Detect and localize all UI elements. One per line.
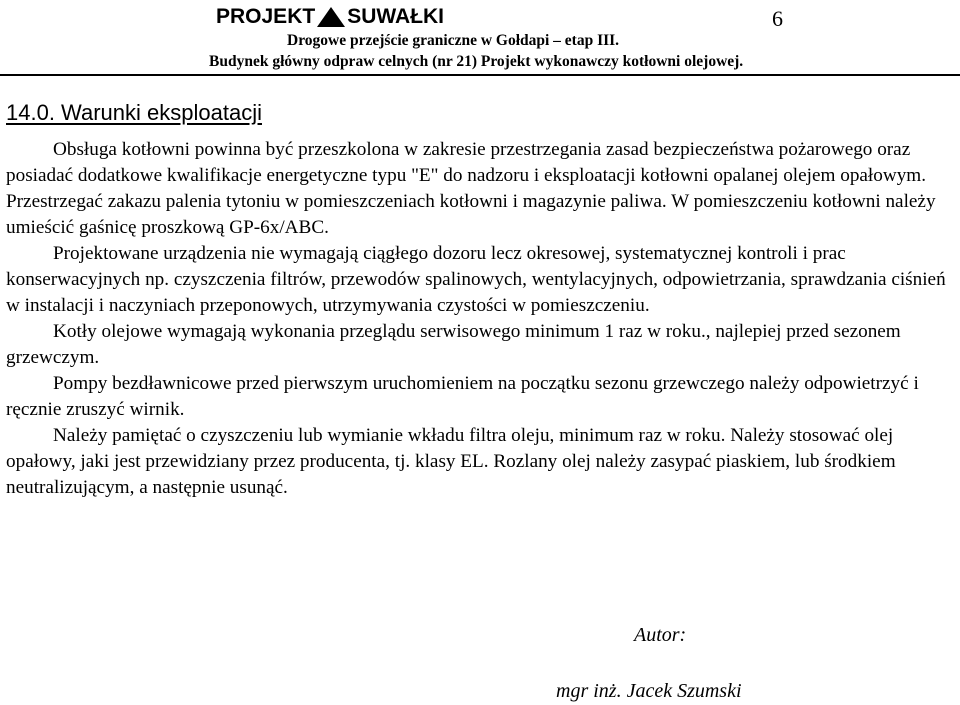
paragraph: Obsługa kotłowni powinna być przeszkolona w zakresie przestrzegania zasad bezpieczeństwa pożarowego oraz posiadać dodatkowe kwalifikacje energetyczne typu "E" do nadzoru i eksploatacji kotłowni opalanej olejem opałowym. Przestrzegać zakazu palenia tytoniu w pomieszczeniach kotłowni i magazynie paliwa. W pomieszczeniu kotłowni należy umieścić gaśnicę proszkową GP-6x/ABC.: [6, 139, 936, 238]
logo-text-right: SUWAŁKI: [347, 5, 445, 28]
author-label: Autor:: [634, 624, 687, 646]
logo-triangle-icon: [317, 7, 345, 27]
page-number: 6: [772, 6, 783, 31]
logo-text-left: PROJEKT: [216, 5, 316, 28]
paragraph: Projektowane urządzenia nie wymagają ciągłego dozoru lecz okresowej, systematycznej kontroli i prac konserwacyjnych np. czyszczenia filtrów, przewodów spalinowych, wentylacyjnych, odpowietrzania, sprawdzania ciśnień w instalacji i naczyniach przeponowych, utrzymywania czystości w pomieszczeniu.: [6, 243, 946, 316]
page-header: [0, 0, 960, 76]
header-project-title: Drogowe przejście graniczne w Gołdapi – etap III.: [287, 32, 620, 49]
header-project-subtitle: Budynek główny odpraw celnych (nr 21) Projekt wykonawczy kotłowni olejowej.: [209, 53, 744, 70]
paragraph: Kotły olejowe wymagają wykonania przeglądu serwisowego minimum 1 raz w roku., najlepiej przed sezonem grzewczym.: [6, 321, 901, 368]
author-name: mgr inż. Jacek Szumski: [556, 680, 742, 702]
paragraph: Pompy bezdławnicowe przed pierwszym uruchomieniem na początku sezonu grzewczego należy odpowietrzyć i ręcznie zruszyć wirnik.: [6, 373, 919, 420]
document-body: [6, 137, 956, 501]
section-title: 14.0. Warunki eksploatacji: [6, 100, 262, 125]
paragraph: Należy pamiętać o czyszczeniu lub wymianie wkładu filtra oleju, minimum raz w roku. Należy stosować olej opałowy, jaki jest przewidziany przez producenta, tj. klasy EL. Rozlany olej należy zasypać piaskiem, lub środkiem neutralizującym, a następnie usunąć.: [6, 425, 896, 498]
company-logo: [216, 5, 444, 29]
